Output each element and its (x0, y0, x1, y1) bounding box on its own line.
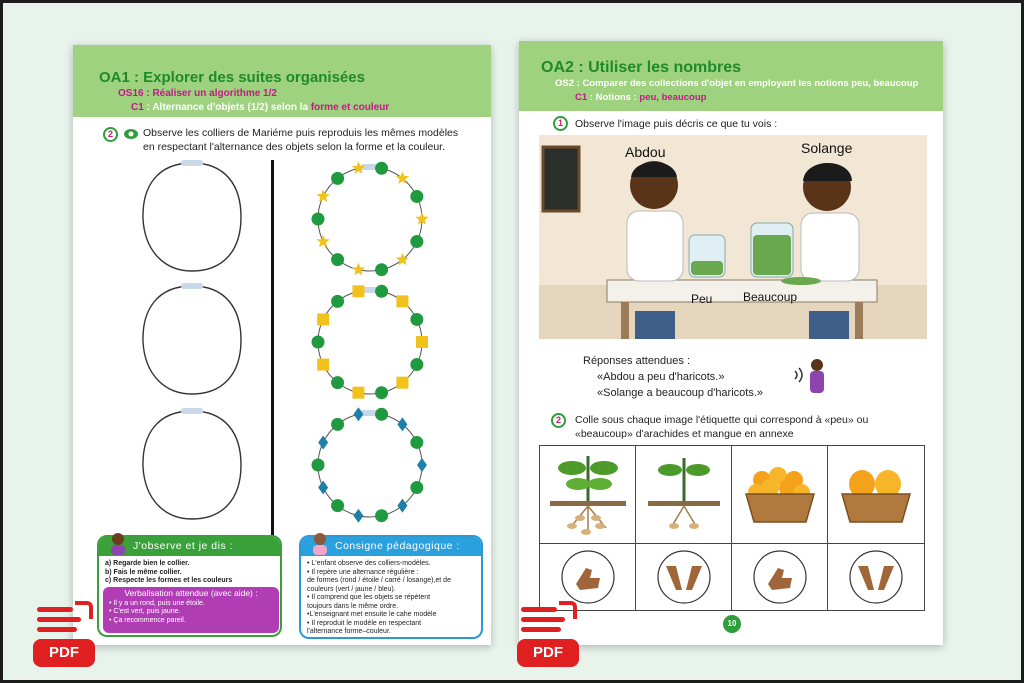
pdf-corner (559, 601, 577, 619)
bead-diamond (397, 499, 407, 513)
bead-round (410, 235, 423, 248)
grid-cell-hand-4 (828, 544, 925, 611)
bead-round (331, 295, 344, 308)
peanut-plant-icon (636, 446, 732, 544)
bead-diamond (353, 509, 363, 523)
pdf-stripe (37, 607, 73, 612)
exercise-number: 2 (103, 127, 118, 142)
bead-diamond (318, 435, 328, 449)
grid-cell-peanut-small (636, 446, 732, 544)
bead-round (331, 499, 344, 512)
grid-cell-mangoes-few (828, 446, 925, 544)
speaking-girl-icon (791, 353, 831, 397)
ex2-number: 2 (551, 413, 566, 428)
grid-cell-mangoes-many (732, 446, 828, 544)
bead-round (331, 172, 344, 185)
bead-round (410, 313, 423, 326)
bead-round (375, 408, 388, 421)
model-necklace-star (307, 157, 433, 281)
observe-item: c) Respecte les formes et les couleurs (105, 577, 233, 584)
bead-diamond (318, 481, 328, 495)
hand-icon (732, 544, 828, 611)
page-number: 10 (723, 615, 741, 633)
hand-icon (636, 544, 732, 611)
consigne-box-title: Consigne pédagogique : (301, 537, 481, 556)
answer-1: «Abdou a peu d'haricots.» (597, 371, 725, 383)
pdf-stripe (521, 607, 557, 612)
grid-cell-peanut-large (540, 446, 636, 544)
consigne-item: de formes (rond / étoile / carré / losange),et de (307, 577, 451, 584)
bead-star (317, 189, 330, 202)
consigne-item: • Il repère une alternance régulière : (307, 568, 419, 576)
consigne-item: • Il reproduit le modèle en respectant (307, 619, 422, 627)
mango-basket-icon (828, 446, 924, 544)
consigne-box-list (301, 556, 481, 639)
empty-necklace-3 (137, 405, 247, 525)
verbal-box-title: Verbalisation attendue (avec aide) : (124, 588, 258, 598)
kids-beans-illustration (539, 135, 927, 339)
bead-round (375, 509, 388, 522)
label-peu: Peu (691, 292, 713, 306)
bead-round (410, 190, 423, 203)
child-avatar-icon (107, 531, 129, 555)
bead-square (396, 295, 408, 307)
consigne-item: toujours dans le même ordre. (307, 602, 399, 610)
ex1-instruction: Observe l'image puis décris ce que tu vois : (575, 118, 778, 130)
bead-diamond (417, 458, 427, 472)
empty-necklace-1 (137, 157, 247, 277)
peanut-plant-icon (540, 446, 636, 544)
model-necklace-diamond (307, 403, 433, 527)
label-abdou: Abdou (625, 144, 666, 160)
label-beaucoup: Beaucoup (743, 290, 798, 304)
teacher-avatar-icon (309, 531, 331, 555)
left-title: OA1 : Explorer des suites organisées (99, 69, 365, 86)
bead-round (375, 285, 388, 298)
bead-round (375, 386, 388, 399)
verbal-box (103, 587, 279, 633)
right-c-line: C1 : Notions : peu, beaucoup (575, 92, 707, 103)
consigne-item: •L'enseignant met ensuite le cahe modèle (307, 611, 437, 618)
label-solange: Solange (801, 140, 853, 156)
ex2-instruction: Colle sous chaque image l'étiquette qui correspond à «peu» ou «beaucoup» d'arachides et mangue en annexe (575, 414, 869, 440)
model-necklace-square (307, 280, 433, 404)
bead-round (312, 336, 325, 349)
pdf-corner (75, 601, 93, 619)
bead-round (410, 436, 423, 449)
bead-square (352, 285, 364, 297)
left-os-line: OS16 : Réaliser un algorithme 1/2 (118, 88, 277, 99)
empty-necklace-2 (137, 280, 247, 400)
right-os-line: OS2 : Comparer des collections d'objet en employant les notions peu, beaucoup (555, 78, 919, 89)
grid-cell-hand-2 (636, 544, 732, 611)
column-divider (271, 160, 274, 540)
right-page (519, 41, 943, 645)
ex1-number: 1 (553, 116, 568, 131)
consigne-item: • L'enfant observe des colliers-modèles. (307, 560, 431, 567)
answer-2: «Solange a beaucoup d'haricots.» (597, 387, 764, 399)
verbal-item: • C'est vert, puis jaune. (109, 608, 181, 615)
pdf-icon[interactable] (517, 601, 579, 671)
bead-round (375, 263, 388, 276)
pdf-icon[interactable] (33, 601, 95, 671)
bead-round (410, 358, 423, 371)
right-title: OA2 : Utiliser les nombres (541, 59, 742, 76)
mango-basket-icon (732, 446, 828, 544)
consigne-item: • Il comprend que les objets se répètent (307, 594, 431, 601)
bead-diamond (353, 407, 363, 421)
verbal-item: • Ça recommence pareil. (109, 616, 186, 624)
bead-round (312, 213, 325, 226)
observe-item: a) Regarde bien le collier. (105, 560, 190, 567)
eye-icon (123, 127, 139, 141)
bead-round (331, 376, 344, 389)
pdf-label: PDF (517, 639, 579, 667)
pdf-label: PDF (33, 639, 95, 667)
bead-star (317, 235, 330, 248)
answers-title: Réponses attendues : (583, 355, 691, 367)
left-c-line: C1 : Alternance d'objets (1/2) selon la forme et couleur (131, 102, 390, 113)
grid-cell-hand-3 (732, 544, 828, 611)
left-page (73, 45, 491, 645)
left-instruction: Observe les colliers de Mariéme puis reproduis les mêmes modèles en respectant l'alternance des objets selon la forme et la couleur. (143, 127, 459, 153)
bead-round (410, 481, 423, 494)
expected-answers (583, 353, 763, 401)
bead-square (317, 359, 329, 371)
bead-round (331, 418, 344, 431)
observe-box-list (99, 556, 280, 590)
bead-square (416, 336, 428, 348)
consigne-item: l'alternance forme–couleur. (307, 628, 391, 635)
pdf-stripe (521, 627, 561, 632)
bead-star (352, 161, 365, 174)
bead-round (331, 253, 344, 266)
matching-grid (539, 445, 925, 611)
bead-diamond (397, 417, 407, 431)
consigne-item: couleurs (vert / jaune / bleu). (307, 585, 396, 593)
bead-square (352, 387, 364, 399)
observe-item: b) Fais le même collier. (105, 568, 182, 576)
pdf-stripe (37, 627, 77, 632)
bead-round (312, 459, 325, 472)
verbal-item: • Il y a un rond, puis une étoile. (109, 599, 205, 607)
bead-round (375, 162, 388, 175)
bead-square (396, 377, 408, 389)
bead-star (352, 263, 365, 276)
bead-square (317, 313, 329, 325)
hand-icon (828, 544, 924, 611)
observe-box-title: J'observe et je dis : (99, 537, 280, 556)
